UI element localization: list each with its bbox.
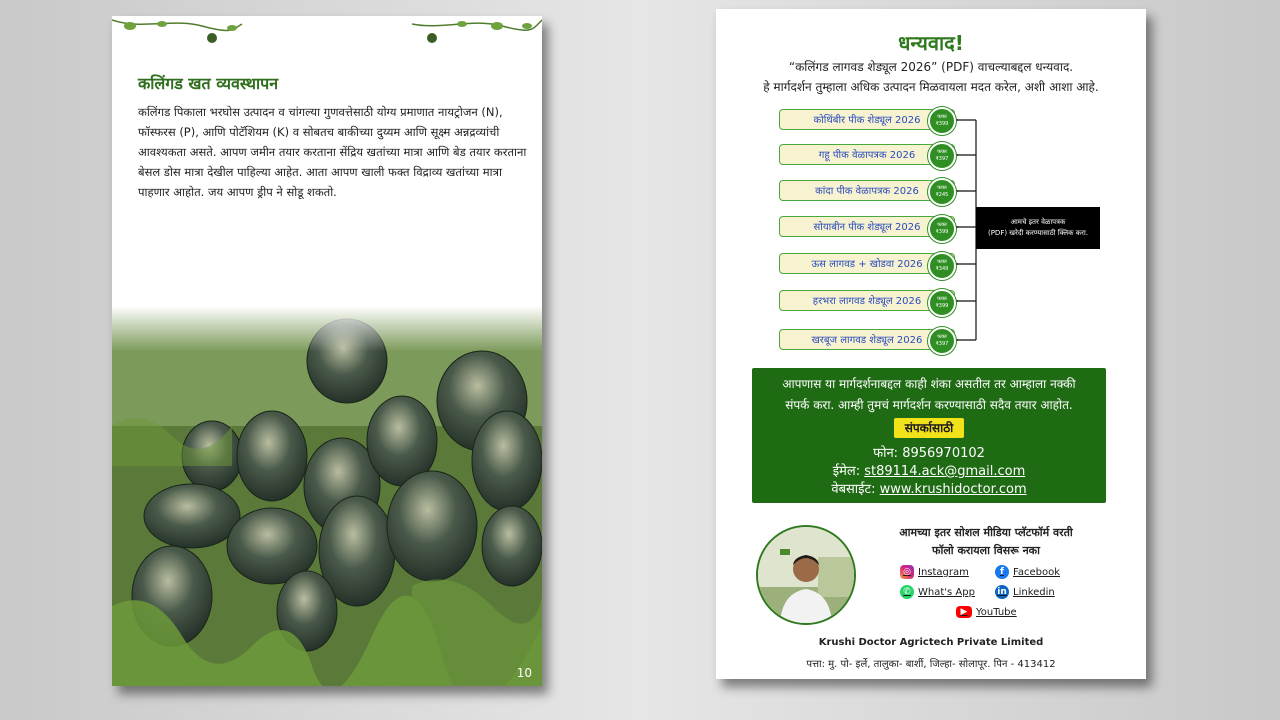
youtube-link[interactable]: ▶ YouTube [956,606,1017,618]
instagram-link[interactable]: ◎ Instagram [900,565,969,579]
phone-line[interactable]: फोन: 8956970102 [873,446,985,461]
schedule-link-soybean[interactable]: सोयाबीन पीक शेड्यूल 2026 [779,216,955,237]
body-text: कलिंगड पिकाला भरघोस उत्पादन व चांगल्या गुणवत्तेसाठी योग्य प्रमाणात नायट्रोजन (N), फॉस्फरस (P), आणि पोटॅशियम (K) व सोबतच बाकीच्या दुय्यम आणि सूक्ष्म अन्नद्रव्यांची आवश्यकता असते. आपण जमीन तयार करताना सेंद्रिय खतांच्या मात्रा आणि बेड तयार करताना बेसल डोस मात्रा देखील पाहिल्या आहेत. आता आपण खाली फक्त विद्राव्य खतांच्या मात्रा पाहणार आहोत. जय आपण ड्रीप ने सोडू शकतो. [138,105,527,199]
instagram-icon: ◎ [900,565,914,579]
buy-schedules-cta[interactable] [976,207,1100,249]
price-badge: फक्त ₹397 [928,142,956,170]
price-badge: फक्त ₹245 [928,178,956,206]
contact-badge: संपर्कासाठी [894,418,964,438]
whatsapp-link[interactable]: ✆ What's App [900,585,975,599]
price-badge: फक्त ₹397 [928,327,956,355]
cta-line-1: आमचे इतर वेळापत्रक [1010,218,1066,226]
contact-box [752,368,1106,503]
price-badge: फक्त ₹349 [928,252,956,280]
social-heading-1: आमच्या इतर सोशल मीडिया प्लॅटफॉर्म वरती [899,526,1073,539]
price-badge: फक्त ₹399 [928,215,956,243]
watermelon-field-photo [112,306,542,686]
company-address: पत्ता: मु. पो- इर्ले, तालुका- बार्शी, जिल्हा- सोलापूर. पिन - 413412 [806,659,1056,670]
whatsapp-icon: ✆ [900,585,914,599]
thanks-title: धन्यवाद! [898,31,964,55]
thanks-line-2: हे मार्गदर्शन तुम्हाला अधिक उत्पादन मिळवायला मदत करेल, अशी आशा आहे. [763,80,1099,94]
page-number: 10 [516,666,532,680]
right-page [716,9,1146,679]
contact-text-2: संपर्क करा. आम्ही तुमचं मार्गदर्शन करण्यासाठी सदैव तयार आहोत. [785,398,1073,412]
linkedin-icon: in [995,585,1009,599]
email-line[interactable]: ईमेल: st89114.ack@gmail.com [832,464,1026,479]
facebook-icon: f [995,565,1009,579]
website-line[interactable]: वेबसाईट: www.krushidoctor.com [831,482,1027,497]
social-heading-2: फॉलो करायला विसरू नका [932,544,1040,557]
website-link[interactable]: www.krushidoctor.com [879,482,1027,497]
price-badge: फक्त ₹399 [928,289,956,317]
youtube-icon: ▶ [956,606,972,618]
cta-line-2: (PDF) खरेदी करण्यासाठी क्लिक करा. [987,229,1088,237]
schedule-link-coriander[interactable]: कोथिंबीर पीक शेड्यूल 2026 [779,109,955,130]
vine-decoration-left [112,16,252,48]
phone-number[interactable]: 8956970102 [902,446,985,461]
facebook-link[interactable]: f Facebook [995,565,1060,579]
contact-text-1: आपणास या मार्गदर्शनाबद्दल काही शंका असतील तर आम्हाला नक्की [782,377,1076,391]
schedule-link-muskmelon[interactable]: खरबूज लागवड शेड्यूल 2026 [779,329,955,350]
vine-decoration-right [402,16,542,48]
left-page [112,16,542,686]
page-title: कलिंगड खत व्यवस्थापन [138,74,279,93]
company-name: Krushi Doctor Agrictech Private Limited [818,637,1044,648]
schedule-link-onion[interactable]: कांदा पीक वेळापत्रक 2026 [779,180,955,201]
avatar [756,525,856,625]
schedule-link-wheat[interactable]: गहू पीक वेळापत्रक 2026 [779,144,955,165]
email-link[interactable]: st89114.ack@gmail.com [864,464,1026,479]
price-badge: फक्त ₹399 [928,107,956,135]
schedule-link-sugarcane[interactable]: ऊस लागवड + खोडवा 2026 [779,253,955,274]
schedule-link-chickpea[interactable]: हरभरा लागवड शेड्यूल 2026 [779,290,955,311]
linkedin-link[interactable]: in Linkedin [995,585,1055,599]
thanks-line-1: “कलिंगड लागवड शेड्यूल 2026” (PDF) वाचल्याबद्दल धन्यवाद. [788,60,1074,74]
